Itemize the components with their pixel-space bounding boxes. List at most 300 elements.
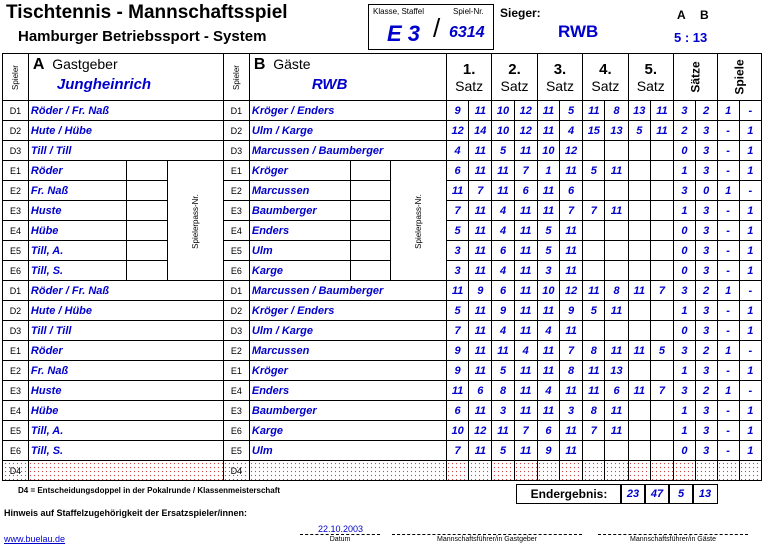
satz-score[interactable]: 3 [537,261,559,281]
satz-score[interactable]: 6 [492,281,514,301]
player-a-name[interactable]: Till, A. [28,241,126,261]
player-a-name[interactable] [28,461,223,481]
satz-score[interactable]: 11 [446,381,468,401]
satz-score[interactable]: 5 [537,221,559,241]
player-b-name[interactable]: Ulm [249,241,350,261]
satz-score[interactable] [583,221,605,241]
satz-score[interactable]: 3 [492,401,514,421]
saetze-value[interactable]: 3 [695,441,717,461]
saetze-value[interactable]: 0 [695,181,717,201]
end-saetze-b[interactable]: 47 [644,484,670,504]
satz-score[interactable] [583,261,605,281]
satz-score[interactable]: 11 [583,281,605,301]
satz-score[interactable]: 13 [605,361,628,381]
player-b-name[interactable]: Marcussen [249,181,350,201]
satz-score[interactable] [628,301,650,321]
spiele-value[interactable]: - [717,141,739,161]
satz-score[interactable]: 9 [560,301,583,321]
satz-score[interactable]: 10 [537,281,559,301]
spiele-value[interactable]: 1 [739,221,761,241]
saetze-value[interactable]: 3 [695,201,717,221]
spiele-value[interactable]: 1 [739,161,761,181]
satz-score[interactable]: 11 [605,401,628,421]
spiele-value[interactable] [739,461,761,481]
satz-score[interactable]: 10 [492,101,514,121]
player-b-name[interactable]: Marcussen / Baumberger [249,281,446,301]
satz-score[interactable]: 11 [469,321,492,341]
end-spiele-a[interactable]: 5 [668,484,694,504]
player-a-name[interactable]: Hute / Hübe [28,121,223,141]
satz-score[interactable] [628,441,650,461]
satz-score[interactable]: 11 [605,341,628,361]
satz-score[interactable]: 11 [469,441,492,461]
player-b-name[interactable]: Baumberger [249,401,446,421]
satz-score[interactable]: 4 [446,141,468,161]
saetze-value[interactable]: 2 [695,281,717,301]
player-b-name[interactable]: Karge [249,421,446,441]
satz-score[interactable] [628,181,650,201]
satz-score[interactable]: 11 [514,261,537,281]
saetze-value[interactable]: 3 [695,401,717,421]
spiele-value[interactable]: 1 [739,241,761,261]
satz-score[interactable] [628,241,650,261]
satz-score[interactable]: 7 [583,201,605,221]
saetze-value[interactable]: 2 [674,121,696,141]
satz-score[interactable] [628,361,650,381]
satz-score[interactable]: 11 [514,241,537,261]
saetze-value[interactable]: 3 [695,421,717,441]
satz-score[interactable]: 11 [514,401,537,421]
player-b-name[interactable]: Karge [249,261,350,281]
spiele-value[interactable]: - [717,121,739,141]
satz-score[interactable] [583,461,605,481]
satz-score[interactable] [583,321,605,341]
satz-score[interactable]: 11 [469,141,492,161]
sieger-value[interactable]: RWB [558,22,599,41]
satz-score[interactable]: 11 [514,141,537,161]
satz-score[interactable]: 7 [514,421,537,441]
saetze-value[interactable]: 0 [674,261,696,281]
satz-score[interactable]: 11 [560,161,583,181]
player-a-name[interactable]: Hübe [28,221,126,241]
satz-score[interactable] [650,421,673,441]
satz-score[interactable]: 11 [560,321,583,341]
satz-score[interactable] [605,141,628,161]
player-b-name[interactable]: Ulm [249,441,446,461]
satz-score[interactable] [537,461,559,481]
satz-score[interactable] [628,261,650,281]
player-a-name[interactable]: Till / Till [28,141,223,161]
satz-score[interactable]: 11 [560,381,583,401]
satz-score[interactable]: 9 [469,281,492,301]
datum-value[interactable]: 22.10.2003 [318,524,364,534]
satz-score[interactable]: 11 [628,281,650,301]
satz-score[interactable] [650,401,673,421]
end-spiele-b[interactable]: 13 [692,484,718,504]
satz-score[interactable]: 11 [514,281,537,301]
satz-score[interactable] [628,461,650,481]
satz-score[interactable]: 5 [446,301,468,321]
satz-score[interactable] [650,441,673,461]
satz-score[interactable]: 11 [469,341,492,361]
player-a-name[interactable]: Röder / Fr. Naß [28,101,223,121]
satz-score[interactable]: 9 [537,441,559,461]
player-a-name[interactable]: Huste [28,201,126,221]
satz-score[interactable]: 11 [514,201,537,221]
satz-score[interactable]: 6 [469,381,492,401]
satz-score[interactable]: 11 [560,221,583,241]
player-a-name[interactable]: Huste [28,381,223,401]
pass-nr-b[interactable] [350,241,391,261]
pass-nr-a[interactable] [126,161,168,181]
satz-score[interactable]: 7 [469,181,492,201]
satz-score[interactable] [605,181,628,201]
spiele-value[interactable]: - [717,321,739,341]
team-a-name[interactable]: Jungheinrich [56,76,152,93]
saetze-value[interactable]: 3 [695,361,717,381]
satz-score[interactable] [560,461,583,481]
saetze-value[interactable]: 3 [695,161,717,181]
satz-score[interactable] [605,261,628,281]
satz-score[interactable] [650,181,673,201]
player-b-name[interactable]: Kröger [249,361,446,381]
satz-score[interactable]: 7 [446,201,468,221]
player-a-name[interactable]: Till, A. [28,421,223,441]
satz-score[interactable] [650,301,673,321]
player-b-name[interactable]: Kröger [249,161,350,181]
satz-score[interactable]: 11 [469,221,492,241]
satz-score[interactable]: 11 [469,101,492,121]
satz-score[interactable]: 5 [583,301,605,321]
satz-score[interactable]: 11 [514,381,537,401]
satz-score[interactable]: 6 [446,401,468,421]
satz-score[interactable]: 10 [446,421,468,441]
player-a-name[interactable]: Fr. Naß [28,181,126,201]
satz-score[interactable]: 11 [469,301,492,321]
satz-score[interactable]: 11 [605,201,628,221]
player-a-name[interactable]: Till, S. [28,441,223,461]
spiele-value[interactable]: - [717,441,739,461]
spiele-value[interactable]: 1 [717,341,739,361]
satz-score[interactable]: 5 [537,241,559,261]
satz-score[interactable]: 5 [446,221,468,241]
satz-score[interactable]: 4 [492,201,514,221]
saetze-value[interactable]: 1 [674,161,696,181]
end-saetze-a[interactable]: 23 [620,484,646,504]
spiele-value[interactable]: - [717,201,739,221]
satz-score[interactable]: 5 [628,121,650,141]
satz-score[interactable] [628,141,650,161]
saetze-value[interactable]: 3 [695,301,717,321]
satz-score[interactable]: 12 [469,421,492,441]
saetze-value[interactable]: 3 [695,241,717,261]
satz-score[interactable]: 11 [492,161,514,181]
satz-score[interactable] [628,401,650,421]
spiele-value[interactable]: 1 [739,121,761,141]
satz-score[interactable]: 11 [605,161,628,181]
saetze-value[interactable]: 2 [695,101,717,121]
team-b-name[interactable]: RWB [311,76,348,93]
saetze-value[interactable]: 3 [674,101,696,121]
spiele-value[interactable]: 1 [739,301,761,321]
pass-nr-b[interactable] [350,221,391,241]
website-link[interactable]: www.buelau.de [4,534,66,544]
player-b-name[interactable]: Marcussen [249,341,446,361]
spiele-value[interactable]: 1 [739,361,761,381]
satz-score[interactable]: 4 [560,121,583,141]
saetze-value[interactable]: 0 [674,141,696,161]
player-b-name[interactable]: Enders [249,221,350,241]
spiele-value[interactable] [717,461,739,481]
satz-score[interactable]: 11 [537,201,559,221]
satz-score[interactable]: 4 [492,321,514,341]
satz-score[interactable]: 10 [537,141,559,161]
satz-score[interactable]: 6 [492,241,514,261]
player-b-name[interactable]: Ulm / Karge [249,121,446,141]
saetze-value[interactable] [695,461,717,481]
satz-score[interactable]: 10 [492,121,514,141]
satz-score[interactable] [469,461,492,481]
satz-score[interactable]: 6 [446,161,468,181]
pass-nr-a[interactable] [126,201,168,221]
satz-score[interactable]: 4 [537,381,559,401]
satz-score[interactable]: 9 [446,361,468,381]
satz-score[interactable]: 11 [605,301,628,321]
satz-score[interactable]: 8 [605,101,628,121]
spiele-value[interactable]: - [717,221,739,241]
satz-score[interactable]: 11 [469,361,492,381]
satz-score[interactable] [605,321,628,341]
satz-score[interactable] [583,141,605,161]
satz-score[interactable]: 11 [492,421,514,441]
satz-score[interactable]: 11 [446,281,468,301]
satz-score[interactable]: 11 [628,341,650,361]
satz-score[interactable] [628,421,650,441]
saetze-value[interactable]: 3 [695,261,717,281]
satz-score[interactable] [650,261,673,281]
satz-score[interactable]: 11 [514,301,537,321]
satz-score[interactable]: 11 [537,101,559,121]
satz-score[interactable]: 11 [469,261,492,281]
satz-score[interactable] [650,461,673,481]
satz-score[interactable]: 6 [560,181,583,201]
satz-score[interactable]: 5 [492,441,514,461]
satz-score[interactable]: 12 [446,121,468,141]
satz-score[interactable]: 7 [650,281,673,301]
satz-score[interactable]: 11 [537,301,559,321]
satz-score[interactable]: 4 [514,341,537,361]
satz-score[interactable]: 7 [446,441,468,461]
satz-score[interactable]: 13 [628,101,650,121]
player-b-name[interactable]: Marcussen / Baumberger [249,141,446,161]
player-a-name[interactable]: Fr. Naß [28,361,223,381]
satz-score[interactable]: 11 [492,341,514,361]
satz-score[interactable]: 12 [560,141,583,161]
spiele-value[interactable]: - [739,281,761,301]
satz-score[interactable] [628,201,650,221]
satz-score[interactable]: 5 [492,141,514,161]
pass-nr-a[interactable] [126,221,168,241]
satz-score[interactable]: 15 [583,121,605,141]
satz-score[interactable]: 8 [583,401,605,421]
satz-score[interactable]: 4 [537,321,559,341]
satz-score[interactable]: 11 [492,181,514,201]
satz-score[interactable]: 11 [514,441,537,461]
saetze-value[interactable]: 3 [695,121,717,141]
satz-score[interactable]: 11 [583,361,605,381]
spiele-value[interactable]: - [717,421,739,441]
satz-score[interactable] [650,221,673,241]
satz-score[interactable]: 14 [469,121,492,141]
satz-score[interactable]: 12 [560,281,583,301]
satz-score[interactable]: 11 [514,221,537,241]
player-b-name[interactable]: Ulm / Karge [249,321,446,341]
final-score[interactable]: 5 : 13 [674,30,708,45]
satz-score[interactable]: 1 [537,161,559,181]
saetze-value[interactable]: 3 [695,321,717,341]
player-b-name[interactable]: Baumberger [249,201,350,221]
spiele-value[interactable]: 1 [739,401,761,421]
satz-score[interactable]: 11 [469,161,492,181]
satz-score[interactable] [628,161,650,181]
satz-score[interactable] [605,461,628,481]
satz-score[interactable]: 11 [537,121,559,141]
satz-score[interactable]: 5 [560,101,583,121]
player-b-name[interactable]: Kröger / Enders [249,101,446,121]
satz-score[interactable] [583,441,605,461]
saetze-value[interactable] [674,461,696,481]
spiele-value[interactable]: - [739,381,761,401]
spiele-value[interactable]: - [717,161,739,181]
satz-score[interactable]: 13 [605,121,628,141]
spiele-value[interactable]: - [739,341,761,361]
satz-score[interactable]: 7 [650,381,673,401]
pass-nr-a[interactable] [126,181,168,201]
satz-score[interactable]: 4 [492,261,514,281]
spiele-value[interactable]: 1 [739,441,761,461]
satz-score[interactable]: 11 [469,241,492,261]
saetze-value[interactable]: 1 [674,401,696,421]
player-a-name[interactable]: Till / Till [28,321,223,341]
satz-score[interactable]: 7 [560,341,583,361]
satz-score[interactable] [628,221,650,241]
satz-score[interactable]: 11 [560,421,583,441]
satz-score[interactable]: 11 [560,441,583,461]
satz-score[interactable]: 6 [514,181,537,201]
saetze-value[interactable]: 3 [674,181,696,201]
player-b-name[interactable]: Enders [249,381,446,401]
satz-score[interactable]: 5 [492,361,514,381]
saetze-value[interactable]: 3 [674,281,696,301]
saetze-value[interactable]: 1 [674,421,696,441]
satz-score[interactable] [650,321,673,341]
satz-score[interactable]: 11 [650,101,673,121]
spiele-value[interactable]: - [717,241,739,261]
spielnr-value[interactable]: 6314 [449,24,485,41]
satz-score[interactable] [605,221,628,241]
satz-score[interactable]: 4 [492,221,514,241]
spiele-value[interactable]: - [739,101,761,121]
satz-score[interactable] [650,201,673,221]
saetze-value[interactable]: 2 [695,381,717,401]
satz-score[interactable]: 11 [537,401,559,421]
spiele-value[interactable]: - [717,361,739,381]
satz-score[interactable]: 7 [560,201,583,221]
satz-score[interactable]: 9 [446,341,468,361]
satz-score[interactable]: 8 [583,341,605,361]
klasse-value[interactable]: E 3 [387,21,421,46]
satz-score[interactable] [514,461,537,481]
satz-score[interactable]: 9 [492,301,514,321]
saetze-value[interactable]: 0 [674,441,696,461]
satz-score[interactable]: 5 [650,341,673,361]
saetze-value[interactable]: 0 [674,321,696,341]
satz-score[interactable]: 11 [560,261,583,281]
satz-score[interactable]: 11 [605,421,628,441]
player-a-name[interactable]: Röder / Fr. Naß [28,281,223,301]
pass-nr-b[interactable] [350,201,391,221]
satz-score[interactable]: 7 [583,421,605,441]
pass-nr-b[interactable] [350,161,391,181]
player-a-name[interactable]: Hübe [28,401,223,421]
spiele-value[interactable]: 1 [739,421,761,441]
spiele-value[interactable]: 1 [739,321,761,341]
satz-score[interactable]: 11 [469,401,492,421]
satz-score[interactable]: 11 [446,181,468,201]
satz-score[interactable]: 11 [628,381,650,401]
satz-score[interactable] [650,241,673,261]
satz-score[interactable]: 11 [583,101,605,121]
satz-score[interactable] [605,441,628,461]
saetze-value[interactable]: 3 [695,221,717,241]
satz-score[interactable]: 3 [446,241,468,261]
saetze-value[interactable]: 1 [674,201,696,221]
pass-nr-b[interactable] [350,181,391,201]
satz-score[interactable]: 7 [446,321,468,341]
saetze-value[interactable]: 0 [674,221,696,241]
satz-score[interactable]: 5 [583,161,605,181]
player-b-name[interactable] [249,461,446,481]
satz-score[interactable]: 6 [605,381,628,401]
satz-score[interactable]: 12 [514,121,537,141]
satz-score[interactable] [628,321,650,341]
player-a-name[interactable]: Till, S. [28,261,126,281]
spiele-value[interactable]: - [717,261,739,281]
spiele-value[interactable]: 1 [717,281,739,301]
spiele-value[interactable]: 1 [717,181,739,201]
satz-score[interactable]: 11 [650,121,673,141]
spiele-value[interactable]: 1 [739,201,761,221]
satz-score[interactable]: 8 [560,361,583,381]
satz-score[interactable] [583,181,605,201]
satz-score[interactable] [583,241,605,261]
satz-score[interactable]: 7 [514,161,537,181]
satz-score[interactable]: 3 [560,401,583,421]
satz-score[interactable]: 11 [537,181,559,201]
player-a-name[interactable]: Röder [28,341,223,361]
saetze-value[interactable]: 1 [674,301,696,321]
pass-nr-a[interactable] [126,261,168,281]
spiele-value[interactable]: - [717,401,739,421]
satz-score[interactable] [650,141,673,161]
saetze-value[interactable]: 0 [674,241,696,261]
saetze-value[interactable]: 3 [674,341,696,361]
satz-score[interactable]: 3 [446,261,468,281]
player-b-name[interactable]: Kröger / Enders [249,301,446,321]
satz-score[interactable]: 8 [605,281,628,301]
satz-score[interactable]: 11 [537,341,559,361]
spiele-value[interactable]: - [739,181,761,201]
